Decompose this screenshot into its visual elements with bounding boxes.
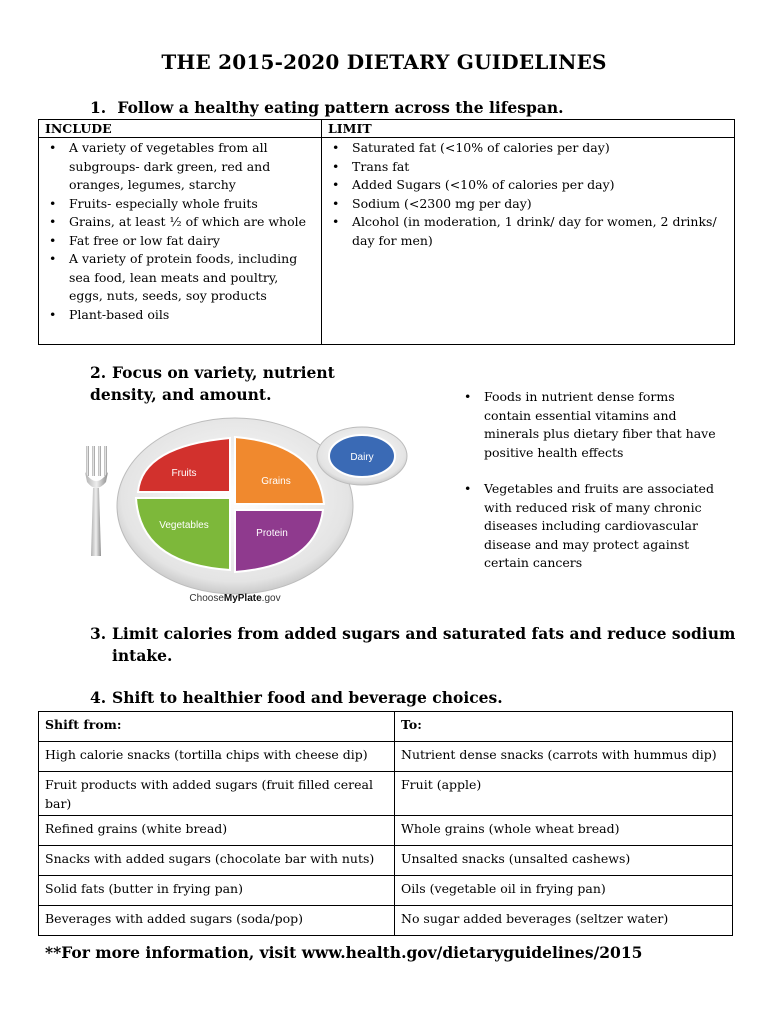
section-3-number: 3. <box>90 624 107 643</box>
list-item: • Plant-based oils <box>69 306 315 325</box>
list-item: • Sodium (<2300 mg per day) <box>352 195 728 214</box>
dairy-label: Dairy <box>350 452 374 463</box>
list-item: • Foods in nutrient dense forms contain essential vitamins and minerals plus dietary fiber that have positive health effects <box>484 388 725 462</box>
list-item: • Saturated fat (<10% of calories per day) <box>352 139 728 158</box>
section-1-title: Follow a healthy eating pattern across the lifespan. <box>117 98 564 117</box>
choosemyplate-logo: ChooseMyPlate.gov <box>189 593 281 604</box>
list-item: • Alcohol (in moderation, 1 drink/ day for women, 2 drinks/ day for men) <box>352 213 728 250</box>
section-3-title-line1: Limit calories from added sugars and saturated fats and reduce sodium <box>112 624 736 643</box>
shift-from-cell: Solid fats (butter in frying pan) <box>39 876 395 906</box>
include-cell <box>39 138 322 345</box>
shift-to-header: To: <box>395 712 733 742</box>
shift-to-cell: Fruit (apple) <box>395 772 733 816</box>
limit-list <box>328 139 728 250</box>
vegetables-label: Vegetables <box>159 520 209 531</box>
shift-to-cell: No sugar added beverages (seltzer water) <box>395 906 733 936</box>
section-2-heading <box>90 362 335 406</box>
list-item: • A variety of protein foods, including sea food, lean meats and poultry, eggs, nuts, seeds, soy products <box>69 250 315 306</box>
shift-from-cell: Beverages with added sugars (soda/pop) <box>39 906 395 936</box>
section-3-title-line2: intake. <box>112 646 173 665</box>
shift-from-cell: Fruit products with added sugars (fruit filled cereal bar) <box>39 772 395 816</box>
section-2-title-line1: Focus on variety, nutrient <box>112 363 335 382</box>
fork-icon <box>85 446 108 556</box>
shift-to-cell: Unsalted snacks (unsalted cashews) <box>395 846 733 876</box>
table-row <box>39 816 733 846</box>
table-row <box>39 906 733 936</box>
list-item: • Trans fat <box>352 158 728 177</box>
section-1-number: 1. <box>90 98 107 117</box>
table-row <box>39 846 733 876</box>
shift-to-cell: Nutrient dense snacks (carrots with hummus dip) <box>395 742 733 772</box>
list-item: • A variety of vegetables from all subgroups- dark green, red and oranges, legumes, starchy <box>69 139 315 195</box>
shift-from-cell: High calorie snacks (tortilla chips with cheese dip) <box>39 742 395 772</box>
section-3-heading <box>90 623 735 667</box>
page-title: THE 2015-2020 DIETARY GUIDELINES <box>161 50 607 74</box>
limit-header: LIMIT <box>322 120 735 138</box>
footer-info: **For more information, visit www.health.gov/dietaryguidelines/2015 <box>45 943 643 962</box>
table-row <box>39 876 733 906</box>
list-item: • Fat free or low fat dairy <box>69 232 315 251</box>
shift-to-cell: Oils (vegetable oil in frying pan) <box>395 876 733 906</box>
section-4-heading <box>90 687 503 709</box>
list-item: • Vegetables and fruits are associated with reduced risk of many chronic diseases including cardiovascular disease and may protect against certain cancers <box>484 480 725 573</box>
myplate-graphic <box>80 414 410 606</box>
section-2-number: 2. <box>90 363 107 382</box>
section-2-title-line2: density, and amount. <box>90 385 272 404</box>
protein-label: Protein <box>256 528 288 539</box>
fruits-label: Fruits <box>171 468 197 479</box>
section-1-heading <box>90 97 564 119</box>
dairy-cup-icon <box>317 427 407 485</box>
section-2-bullet-list <box>460 388 725 573</box>
shift-from-header: Shift from: <box>39 712 395 742</box>
section-4-title: Shift to healthier food and beverage choices. <box>112 688 503 707</box>
table-row <box>39 772 733 816</box>
list-item: • Fruits- especially whole fruits <box>69 195 315 214</box>
include-header: INCLUDE <box>39 120 322 138</box>
shift-to-cell: Whole grains (whole wheat bread) <box>395 816 733 846</box>
shift-from-cell: Refined grains (white bread) <box>39 816 395 846</box>
table-row <box>39 742 733 772</box>
shift-table <box>38 711 733 936</box>
shift-from-cell: Snacks with added sugars (chocolate bar with nuts) <box>39 846 395 876</box>
section-4-number: 4. <box>90 688 107 707</box>
list-item: • Added Sugars (<10% of calories per day) <box>352 176 728 195</box>
include-list <box>45 139 315 324</box>
limit-cell <box>322 138 735 345</box>
include-limit-table <box>38 119 735 345</box>
section-2-bullets <box>460 388 725 591</box>
grains-label: Grains <box>261 476 291 487</box>
list-item: • Grains, at least ½ of which are whole <box>69 213 315 232</box>
